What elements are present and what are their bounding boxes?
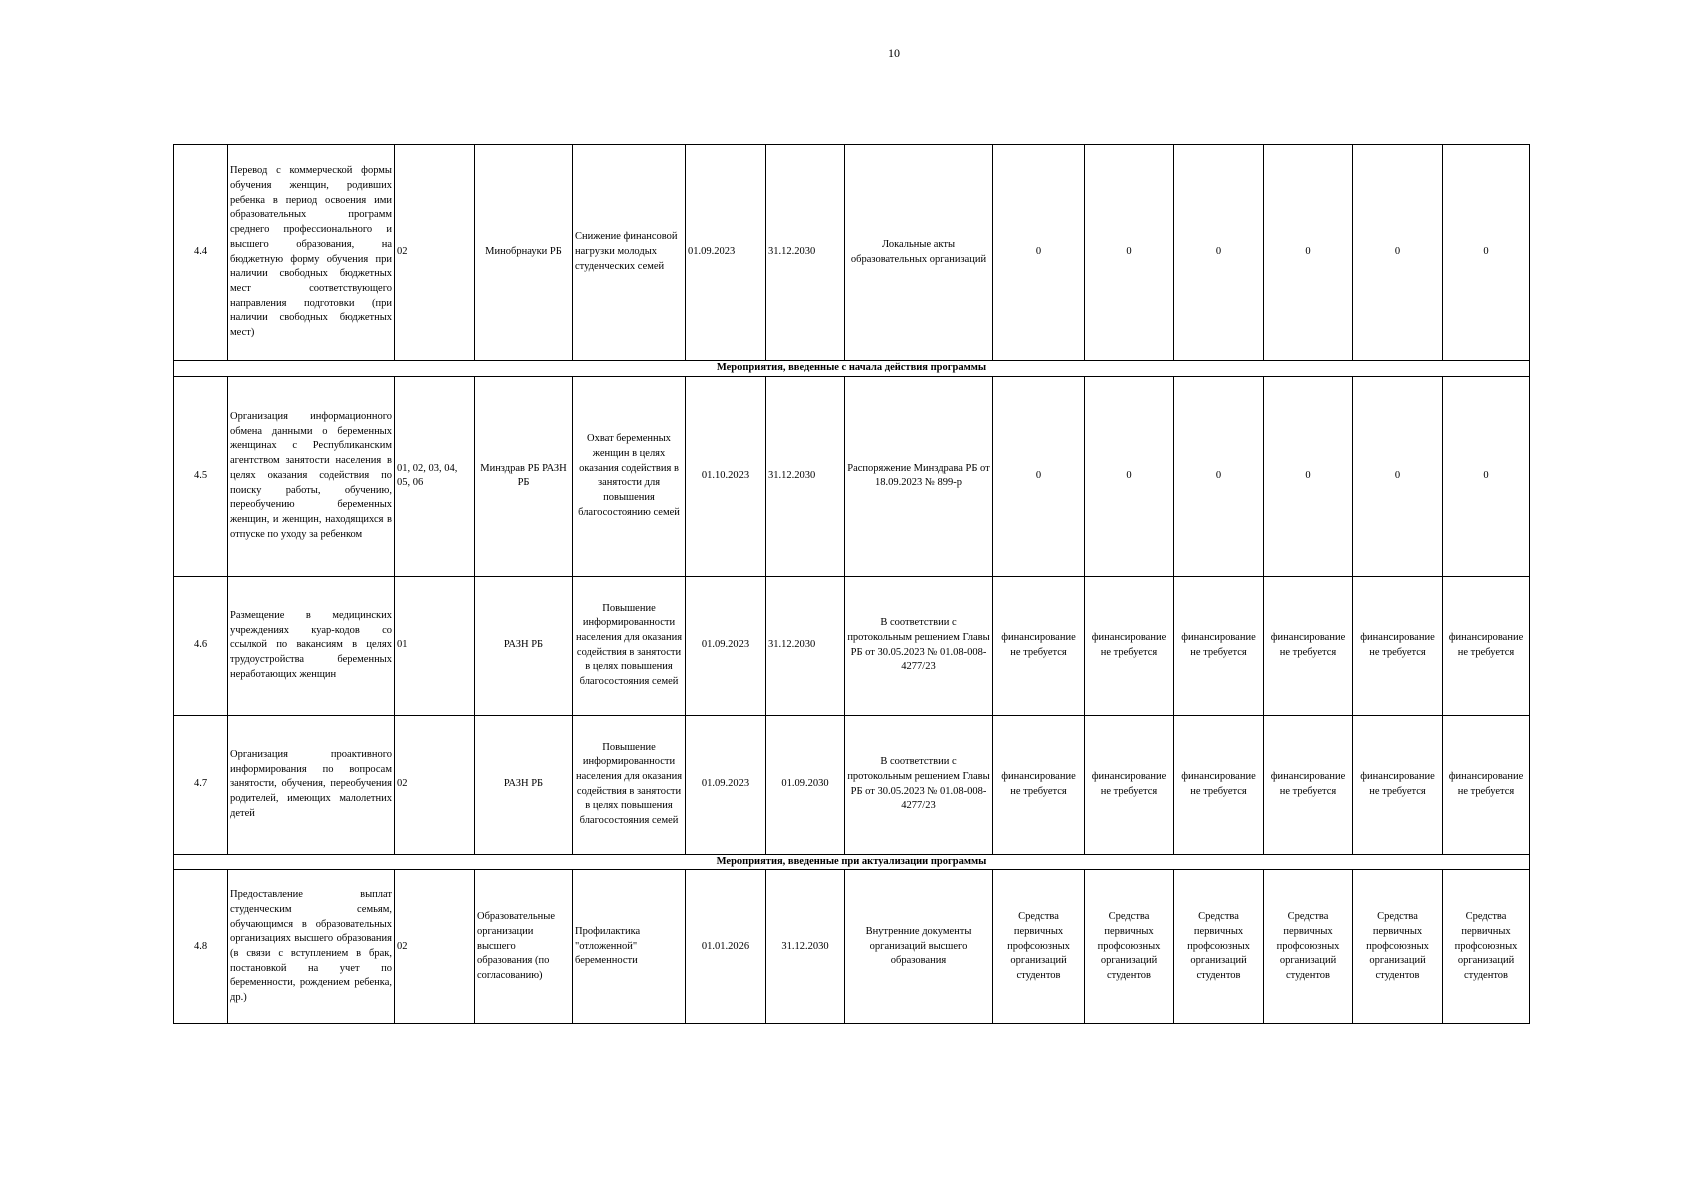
legal-basis: В соответствии с протокольным решением Главы РБ от 30.05.2023 № 01.08-008-4277/23: [845, 576, 993, 715]
funding-cell: 0: [1264, 145, 1353, 361]
expected-result: Профилактика "отложенной" беременности: [573, 870, 686, 1024]
goal-codes: 02: [395, 145, 475, 361]
funding-cell: финансирование не требуется: [1264, 576, 1353, 715]
end-date: 31.12.2030: [766, 376, 845, 576]
section-header-row: [174, 361, 1530, 377]
funding-cell: финансирование не требуется: [1085, 715, 1174, 854]
start-date: 01.09.2023: [686, 145, 766, 361]
executor: РАЗН РБ: [475, 576, 573, 715]
table-row: [174, 145, 1530, 361]
funding-cell: финансирование не требуется: [1443, 715, 1530, 854]
funding-cell: 0: [1264, 376, 1353, 576]
funding-cell: финансирование не требуется: [1174, 715, 1264, 854]
activity-title: Размещение в медицинских учреждениях куар-кодов со ссылкой по вакансиям в целях трудоустройства беременных неработающих женщин: [228, 576, 395, 715]
legal-basis: В соответствии с протокольным решением Главы РБ от 30.05.2023 № 01.08-008-4277/23: [845, 715, 993, 854]
expected-result: Повышение информированности населения для оказания содействия в занятости в целях повышения благосостояния семей: [573, 715, 686, 854]
legal-basis: Распоряжение Минздрава РБ от 18.09.2023 № 899-р: [845, 376, 993, 576]
table-row: [174, 576, 1530, 715]
table-row: [174, 870, 1530, 1024]
funding-cell: 0: [1353, 376, 1443, 576]
section-title: Мероприятия, введенные с начала действия программы: [174, 361, 1530, 377]
expected-result: Снижение финансовой нагрузки молодых студенческих семей: [573, 145, 686, 361]
row-number: 4.7: [174, 715, 228, 854]
row-number: 4.8: [174, 870, 228, 1024]
legal-basis: Внутренние документы организаций высшего образования: [845, 870, 993, 1024]
funding-cell: Средства первичных профсоюзных организаций студентов: [1443, 870, 1530, 1024]
legal-basis: Локальные акты образовательных организаций: [845, 145, 993, 361]
executor: Минздрав РБ РАЗН РБ: [475, 376, 573, 576]
activity-title: Организация информационного обмена данными о беременных женщинах с Республиканским агентством занятости населения в целях оказания содействия по поиску работы, обучению, переобучению беременных женщин, и женщин, находящихся в отпуске по уходу за ребенком: [228, 376, 395, 576]
funding-cell: финансирование не требуется: [1443, 576, 1530, 715]
table-row: [174, 715, 1530, 854]
end-date: 31.12.2030: [766, 870, 845, 1024]
funding-cell: 0: [1085, 376, 1174, 576]
goal-codes: 02: [395, 715, 475, 854]
row-number: 4.4: [174, 145, 228, 361]
funding-cell: Средства первичных профсоюзных организаций студентов: [1264, 870, 1353, 1024]
start-date: 01.09.2023: [686, 576, 766, 715]
page-number: 10: [888, 46, 900, 60]
start-date: 01.09.2023: [686, 715, 766, 854]
funding-cell: финансирование не требуется: [993, 576, 1085, 715]
funding-cell: Средства первичных профсоюзных организаций студентов: [1353, 870, 1443, 1024]
funding-cell: 0: [1174, 145, 1264, 361]
end-date: 31.12.2030: [766, 576, 845, 715]
funding-cell: финансирование не требуется: [1085, 576, 1174, 715]
funding-cell: 0: [1085, 145, 1174, 361]
end-date: 31.12.2030: [766, 145, 845, 361]
goal-codes: 01, 02, 03, 04, 05, 06: [395, 376, 475, 576]
funding-cell: финансирование не требуется: [1353, 715, 1443, 854]
funding-cell: финансирование не требуется: [993, 715, 1085, 854]
funding-cell: 0: [1443, 145, 1530, 361]
row-number: 4.6: [174, 576, 228, 715]
funding-cell: 0: [1174, 376, 1264, 576]
funding-cell: 0: [1353, 145, 1443, 361]
section-header-row: [174, 854, 1530, 870]
expected-result: Охват беременных женщин в целях оказания содействия в занятости для повышения благосостоянию семей: [573, 376, 686, 576]
activity-title: Предоставление выплат студенческим семьям, обучающимся в образовательных организациях высшего образования (в связи с вступлением в брак, постановкой на учет по беременности, рождением ребенка, др.): [228, 870, 395, 1024]
goal-codes: 02: [395, 870, 475, 1024]
activity-title: Организация проактивного информирования по вопросам занятости, обучения, переобучения родителей, имеющих малолетних детей: [228, 715, 395, 854]
funding-cell: 0: [1443, 376, 1530, 576]
goal-codes: 01: [395, 576, 475, 715]
funding-cell: Средства первичных профсоюзных организаций студентов: [993, 870, 1085, 1024]
start-date: 01.10.2023: [686, 376, 766, 576]
executor: Минобрнауки РБ: [475, 145, 573, 361]
funding-cell: 0: [993, 376, 1085, 576]
program-activities-table: [173, 144, 1530, 1024]
expected-result: Повышение информированности населения для оказания содействия в занятости в целях повышения благосостояния семей: [573, 576, 686, 715]
end-date: 01.09.2030: [766, 715, 845, 854]
funding-cell: финансирование не требуется: [1264, 715, 1353, 854]
funding-cell: финансирование не требуется: [1353, 576, 1443, 715]
executor: Образовательные организации высшего образования (по согласованию): [475, 870, 573, 1024]
executor: РАЗН РБ: [475, 715, 573, 854]
row-number: 4.5: [174, 376, 228, 576]
funding-cell: Средства первичных профсоюзных организаций студентов: [1085, 870, 1174, 1024]
funding-cell: финансирование не требуется: [1174, 576, 1264, 715]
activity-title: Перевод с коммерческой формы обучения женщин, родивших ребенка в период освоения ими образовательных программ среднего профессионального и высшего образования, на бюджетную форму обучения при наличии свободных бюджетных мест соответствующего направления подготовки (при наличии свободных бюджетных мест): [228, 145, 395, 361]
start-date: 01.01.2026: [686, 870, 766, 1024]
section-title: Мероприятия, введенные при актуализации программы: [174, 854, 1530, 870]
funding-cell: Средства первичных профсоюзных организаций студентов: [1174, 870, 1264, 1024]
funding-cell: 0: [993, 145, 1085, 361]
table-row: [174, 376, 1530, 576]
